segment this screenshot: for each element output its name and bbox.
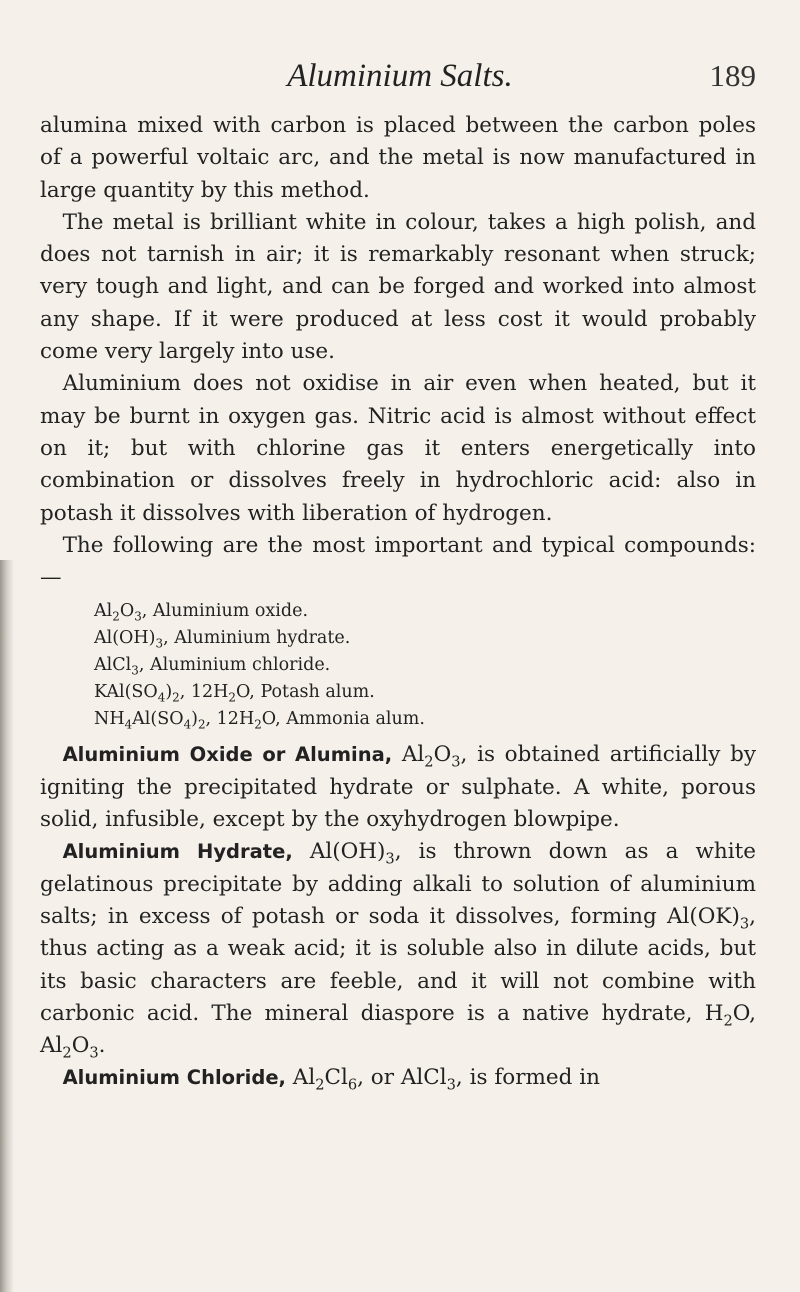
page-number: 189 xyxy=(709,58,756,93)
compound-name: Aluminium hydrate. xyxy=(174,628,351,649)
paragraph-1: alumina mixed with carbon is placed between the carbon poles of a powerful voltaic arc, and the metal is now manufactured in large quantity by this method. xyxy=(40,113,756,203)
paragraph-3: Aluminium does not oxidise in air even when heated, but it may be burnt in oxygen gas. Nitric acid is almost without effect on it; but with chlorine gas it enters energetically into combination or dissolves freely in hydrochloric acid: also in potash it dissolves with liberation of hydrogen. xyxy=(40,371,756,526)
paragraph-text: is obtained artificially by igniting the precipitated hydrate or sulphate. A white, porous solid, infusible, except by the oxyhydrogen blowpipe. xyxy=(40,742,756,833)
paragraph-chloride: Aluminium Chloride, $Al_2Cl_6$, or AlCl$_3$, is formed in xyxy=(62,1065,600,1094)
running-title: Aluminium Salts. xyxy=(287,58,513,94)
page-header xyxy=(0,58,800,98)
page-edge-shadow xyxy=(0,560,14,1292)
section-term: Aluminium Oxide or Alumina, xyxy=(62,743,393,767)
paragraph-text: thus acting as a weak acid; it is soluble also in dilute acids, but its basic characters are feeble, and it will not combine with carbonic acid. The mineral diaspore is a native hydrate, xyxy=(40,936,756,1026)
paragraph-alumina: Aluminium Oxide or Alumina, $Al_2O_3$, is obtained artificially by igniting the precipitated hydrate or sulphate. A white, porous solid, infusible, except by the oxyhydrogen blowpipe. xyxy=(40,742,756,833)
paragraph-text: is formed in xyxy=(469,1065,600,1091)
compound-name: Aluminium chloride. xyxy=(149,655,331,676)
compound-name: Potash alum. xyxy=(260,682,375,703)
section-term: Aluminium Chloride, xyxy=(62,1066,286,1090)
paragraph-text: is thrown down as a white gelatinous precipitate by adding alkali to solution of aluminium salts; in excess of potash or soda it dissolves, forming xyxy=(40,839,757,929)
compound-item: $NH_4Al(SO_4)_2$, $12H_2O$, Ammonia alum. xyxy=(94,709,425,732)
compound-name: Aluminium oxide. xyxy=(152,601,309,622)
compound-item: $Al_2O_3$, Aluminium oxide. xyxy=(94,601,309,624)
compound-item: $Al(OH)_3$, Aluminium hydrate. xyxy=(94,628,351,651)
compound-item: $KAl(SO_4)_2$, $12H_2O$, Potash alum. xyxy=(94,682,375,705)
section-term: Aluminium Hydrate, xyxy=(62,840,293,864)
compound-item: AlCl$_3$, Aluminium chloride. xyxy=(94,655,331,678)
paragraph-2: The metal is brilliant white in colour, takes a high polish, and does not tarnish in air; it is remarkably resonant when struck; very tough and light, and can be forged and worked into almost any shape. If it were produced at less cost it would probably come very largely into use. xyxy=(40,209,756,365)
body-text xyxy=(40,110,756,1095)
compound-name: Ammonia alum. xyxy=(286,709,425,730)
compound-list xyxy=(94,598,756,733)
paragraph-hydrate: Aluminium Hydrate, $Al(OH)_3$, is thrown down as a white gelatinous precipitate by adding alkali to solution of aluminium salts; in excess of potash or soda it dissolves, forming $Al(OK)_3$, thus acting as a weak acid; it is soluble also in dilute acids, but its basic characters are feeble, and it will not combine with carbonic acid. The mineral diaspore is a native hydrate, $H_2O$, $Al_2O_3$. xyxy=(40,839,757,1062)
paragraph-text: or xyxy=(370,1065,395,1091)
paragraph-4: The following are the most important and typical compounds:— xyxy=(40,532,756,591)
